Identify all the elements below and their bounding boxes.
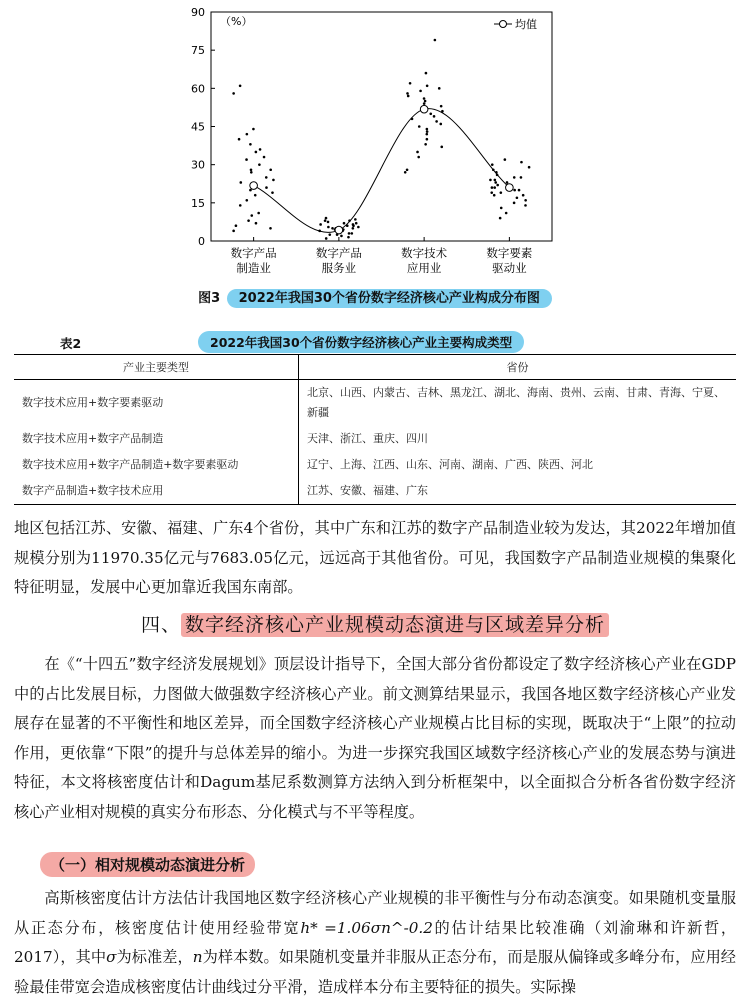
y-tick-label: 90 [191, 6, 205, 19]
data-point [328, 233, 331, 236]
data-point [423, 97, 426, 100]
x-tick-label: 应用业 [406, 261, 442, 275]
data-point [518, 189, 521, 192]
x-tick-label: 数字要素 [486, 246, 533, 260]
provinces-cell: 天津、浙江、重庆、四川 [307, 432, 428, 445]
data-point [239, 181, 242, 184]
section-heading [0, 610, 750, 637]
data-point [257, 212, 260, 215]
data-point [494, 179, 497, 182]
type-cell: 数字技术应用+数字要素驱动 [14, 380, 299, 427]
provinces-cell: 江苏、安徽、福建、广东 [299, 478, 737, 505]
data-point [263, 156, 266, 159]
table-row [14, 380, 736, 427]
data-point [409, 82, 412, 85]
plot-frame [211, 12, 552, 241]
data-point [434, 39, 437, 42]
data-point [406, 92, 409, 95]
figure-title: 2022年我国30个省份数字经济核心产业构成分布图 [227, 289, 552, 308]
data-point [247, 219, 250, 222]
x-tick-label: 数字产品 [315, 246, 362, 260]
x-axis [231, 237, 533, 275]
data-points [232, 39, 530, 240]
data-point [249, 189, 252, 192]
data-point [423, 102, 426, 105]
data-point [269, 227, 272, 230]
data-point [499, 217, 502, 220]
data-point [440, 105, 443, 108]
data-point [424, 100, 427, 103]
section-title: 数字经济核心产业规模动态演进与区域差异分析 [181, 613, 609, 637]
provinces-cell: 北京、山西、内蒙古、吉林、黑龙江、湖北、海南、贵州、云南、甘肃、青海、宁夏、新疆 [307, 386, 725, 419]
data-point [252, 128, 255, 131]
data-point [327, 226, 330, 229]
data-point [239, 204, 242, 207]
subsection-heading: （一）相对规模动态演进分析 [40, 852, 255, 877]
data-point [513, 176, 516, 179]
data-point [258, 163, 261, 166]
data-point [500, 207, 503, 210]
data-point [516, 196, 519, 199]
data-point [352, 227, 355, 230]
data-point [489, 179, 492, 182]
data-point [493, 194, 496, 197]
mean-marker [250, 182, 258, 190]
data-point [351, 232, 354, 235]
x-tick-label: 驱动业 [492, 261, 527, 275]
y-unit-label: （%） [220, 15, 253, 28]
data-point [355, 222, 358, 225]
provinces-cell: 辽宁、上海、江西、山东、河南、湖南、广西、陕西、河北 [307, 458, 593, 471]
industry-type-table [14, 354, 736, 505]
legend [494, 17, 537, 31]
data-point [506, 181, 509, 184]
data-point [357, 226, 360, 229]
data-point [331, 227, 334, 230]
x-tick-label: 制造业 [236, 261, 271, 275]
x-tick-label: 服务业 [321, 261, 357, 275]
data-point [528, 166, 531, 169]
data-point [246, 133, 249, 136]
sigma-symbol: σ [106, 948, 117, 967]
data-point [404, 171, 407, 174]
data-point [524, 204, 527, 207]
data-point [505, 212, 508, 215]
data-point [435, 120, 438, 123]
data-point [325, 237, 328, 240]
method-text-3: 为标准差， [116, 948, 193, 967]
y-tick-label: 15 [191, 196, 205, 210]
data-point [259, 148, 262, 151]
data-point [426, 84, 429, 87]
data-point [239, 84, 242, 87]
mean-marker [335, 226, 343, 234]
type-cell: 数字产品制造+数字技术应用 [14, 478, 299, 505]
data-point [491, 186, 494, 189]
data-point [494, 181, 497, 184]
data-point [272, 179, 275, 182]
data-point [520, 161, 523, 164]
data-point [271, 191, 274, 194]
type-cell: 数字技术应用+数字产品制造+数字要素驱动 [14, 452, 299, 478]
data-point [232, 92, 235, 95]
data-point [245, 158, 248, 161]
mean-markers [250, 105, 513, 233]
y-tick-label: 60 [191, 82, 205, 96]
data-point [425, 133, 428, 136]
distribution-chart [0, 0, 750, 282]
mean-curve [254, 109, 510, 233]
legend-marker [500, 21, 507, 28]
data-point [232, 230, 235, 233]
n-symbol: n [192, 948, 203, 967]
section-number: 四、 [140, 614, 181, 636]
table-row [14, 426, 736, 452]
bandwidth-formula: h* =1.06σn^-0.2 [300, 918, 433, 937]
figure-number: 图3 [198, 291, 221, 306]
data-point [496, 184, 499, 187]
data-point [249, 143, 252, 146]
data-point [254, 194, 257, 197]
data-point [426, 130, 429, 133]
data-point [419, 90, 422, 93]
header-provinces: 省份 [299, 355, 737, 380]
y-tick-label: 0 [198, 235, 205, 248]
data-point [325, 217, 328, 220]
data-point [513, 189, 516, 192]
data-point [417, 156, 420, 159]
method-text-1: 高斯核密度估计方法估计我国地区数字经济核心产业规模的非平衡性与分布动态演变。如果随机变量服从正态分布，核密度估计使用经验带宽 [14, 889, 736, 937]
data-point [407, 95, 410, 98]
mean-marker [506, 184, 514, 192]
method-text-2: 的估计结果比较准确（刘渝琳和许新哲，2017），其中 [14, 918, 737, 967]
data-point [433, 115, 436, 118]
data-point [245, 199, 248, 202]
data-point [425, 72, 428, 75]
paragraph-regional: 地区包括江苏、安徽、福建、广东4个省份，其中广东和江苏的数字产品制造业较为发达，其2022年增加值规模分别为11970.35亿元与7683.05亿元，远远高于其他省份。可见，我国数字产品制造业规模的集聚化特征明显，发展中心更加靠近我国东南部。 [14, 519, 736, 597]
mean-marker [420, 105, 428, 113]
x-tick-label: 数字产品 [230, 246, 277, 260]
data-point [250, 214, 253, 217]
data-point [238, 138, 241, 141]
data-point [440, 146, 443, 149]
figure-caption [0, 287, 750, 306]
data-point [416, 151, 419, 154]
data-point [524, 199, 527, 202]
data-point [439, 123, 442, 126]
data-point [327, 221, 330, 224]
data-point [235, 224, 238, 227]
legend-label: 均值 [515, 18, 537, 31]
data-point [424, 143, 427, 146]
table-caption [0, 330, 750, 352]
method-text-4: 为样本数。如果随机变量并非服从正态分布，而是服从偏锋或多峰分布，应用经验最佳带宽会造成核密度估计曲线过分平滑，造成样本分布主要特征的损失。实际操 [14, 948, 736, 996]
table-number: 表2 [60, 336, 82, 351]
data-point [490, 191, 493, 194]
y-tick-label: 30 [191, 158, 205, 172]
table-row [14, 478, 736, 505]
data-point [265, 186, 268, 189]
data-point [348, 232, 351, 235]
data-point [255, 222, 258, 225]
data-point [269, 168, 272, 171]
data-point [491, 163, 494, 166]
paragraph-intro: 在《“十四五”数字经济发展规划》顶层设计指导下，全国大部分省份都设定了数字经济核心产业在GDP中的占比发展目标，力图做大做强数字经济核心产业。前文测算结果显示，我国各地区数字经济核心产业发展存在显著的不平衡性和地区差异，而全国数字经济核心产业规模占比目标的实现，既取决于“上限”的拉动作用，更依靠“下限”的提升与总体差异的缩小。为进一步探究我国区域数字经济核心产业的发展态势与演进特征，本文将核密度估计和Dagum基尼系数测算方法纳入到分析框架中，以全面拟合分析各省份数字经济核心产业相对规模的真实分布形态、分化模式与不平等程度。 [14, 655, 736, 821]
data-point [438, 87, 441, 90]
data-point [513, 202, 516, 205]
table-header-row [14, 355, 736, 380]
data-point [347, 236, 350, 239]
data-point [493, 186, 496, 189]
data-point [426, 128, 429, 131]
header-type: 产业主要类型 [14, 355, 299, 380]
data-point [255, 151, 258, 154]
data-point [426, 138, 429, 141]
data-point [522, 194, 525, 197]
data-point [319, 223, 322, 226]
data-point [324, 219, 327, 222]
data-point [340, 235, 343, 238]
data-point [352, 223, 355, 226]
data-point [418, 125, 421, 128]
data-point [500, 191, 503, 194]
table-row [14, 452, 736, 478]
data-point [265, 176, 268, 179]
data-point [504, 158, 507, 161]
data-point [429, 112, 432, 115]
x-tick-label: 数字技术 [401, 246, 448, 260]
data-point [406, 168, 409, 171]
data-point [520, 176, 523, 179]
paragraph-method [14, 884, 736, 1002]
data-point [343, 222, 346, 225]
y-tick-label: 45 [191, 120, 205, 134]
data-point [250, 171, 253, 174]
y-tick-label: 75 [191, 44, 205, 58]
data-point [250, 168, 253, 171]
type-cell: 数字技术应用+数字产品制造 [14, 426, 299, 452]
table-title: 2022年我国30个省份数字经济核心产业主要构成类型 [198, 331, 524, 353]
data-point [354, 218, 357, 221]
